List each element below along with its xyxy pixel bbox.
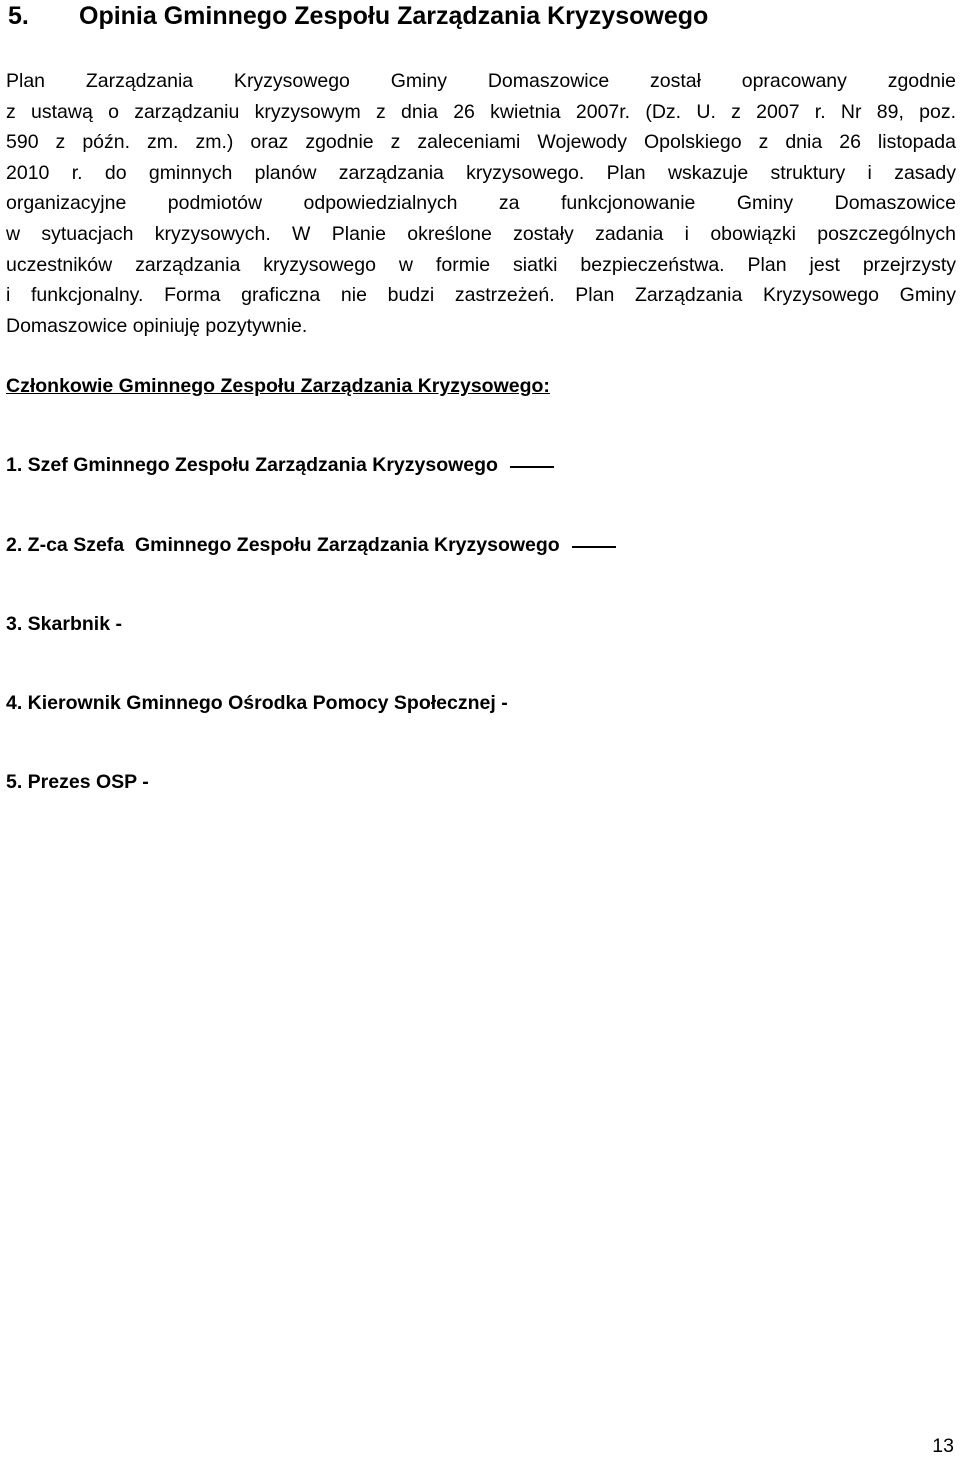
paragraph-line: uczestników zarządzania kryzysowego w formie siatki bezpieczeństwa. Plan jest przejrzysty [6,253,956,276]
member-item [6,689,508,717]
signature-dash [572,546,616,548]
paragraph-line: Domaszowice opiniuję pozytywnie. [6,314,308,337]
member-item [6,610,122,638]
member-label: 5. Prezes OSP - [6,771,149,793]
signature-dash [510,466,554,468]
member-label: 3. Skarbnik - [6,613,122,635]
section-heading [8,0,708,32]
paragraph-line: 2010 r. do gminnych planów zarządzania kryzysowego. Plan wskazuje struktury i zasady [6,161,956,184]
paragraph-line: Plan Zarządzania Kryzysowego Gminy Domaszowice został opracowany zgodnie [6,70,956,92]
page-number: 13 [932,1435,954,1457]
member-label: 1. Szef Gminnego Zespołu Zarządzania Kryzysowego [6,454,498,476]
member-item [6,531,616,559]
paragraph-line: i funkcjonalny. Forma graficzna nie budzi zastrzeżeń. Plan Zarządzania Kryzysowego Gminy [6,284,956,307]
member-label: 2. Z-ca Szefa Gminnego Zespołu Zarządzania Kryzysowego [6,534,560,556]
opinion-paragraph [6,66,956,341]
paragraph-line: z ustawą o zarządzaniu kryzysowym z dnia 26 kwietnia 2007r. (Dz. U. z 2007 r. Nr 89, poz. [6,100,956,123]
member-item [6,451,554,479]
paragraph-line: w sytuacjach kryzysowych. W Planie określone zostały zadania i obowiązki poszczególnych [6,222,956,245]
section-title: Opinia Gminnego Zespołu Zarządzania Kryzysowego [79,2,709,30]
paragraph-line: 590 z późn. zm. zm.) oraz zgodnie z zaleceniami Wojewody Opolskiego z dnia 26 listopada [6,131,956,154]
paragraph-line: organizacyjne podmiotów odpowiedzialnych za funkcjonowanie Gminy Domaszowice [6,192,956,215]
members-heading: Członkowie Gminnego Zespołu Zarządzania Kryzysowego: [6,375,550,397]
section-number: 5. [8,2,29,30]
member-label: 4. Kierownik Gminnego Ośrodka Pomocy Społecznej - [6,692,508,714]
member-item [6,768,149,796]
